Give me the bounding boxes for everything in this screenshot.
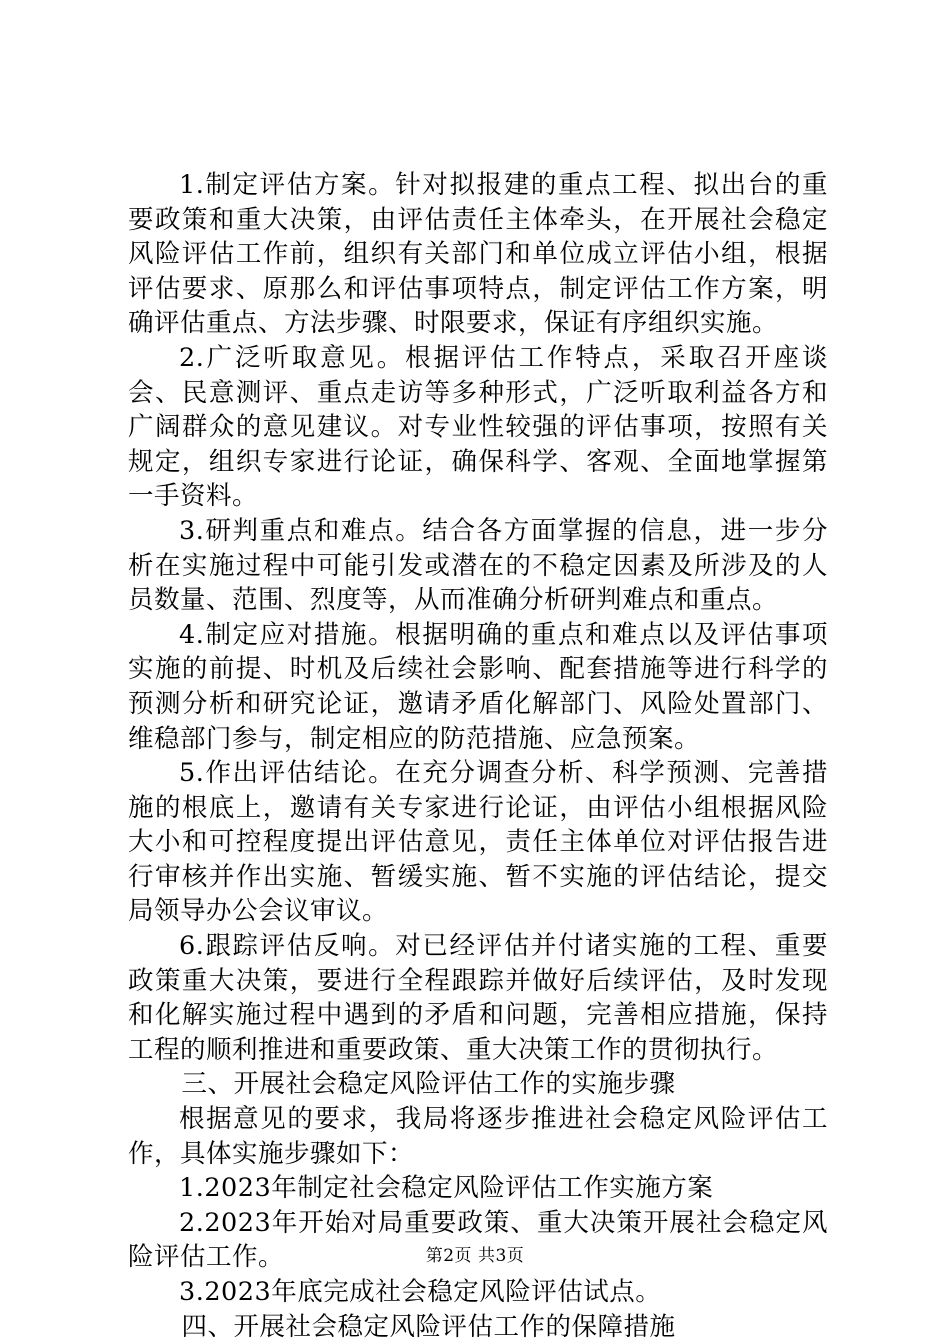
paragraph-plan-3: 3.2023年底完成社会稳定风险评估试点。 [179, 1277, 662, 1307]
paragraph-step-5: 5.作出评估结论。在充分调查分析、科学预测、完善措施的根底上，邀请有关专家进行论证，由评估小组根据风险大小和可控程度提出评估意见，责任主体单位对评估报告进行审核并作出实施、暂缓实施、暂不实施的评估结论，提交局领导办公会议审议。 [128, 758, 828, 927]
paragraph-step-3: 3.研判重点和难点。结合各方面掌握的信息，进一步分析在实施过程中可能引发或潜在的不稳定因素及所涉及的人员数量、范围、烈度等，从而准确分析研判难点和重点。 [128, 515, 828, 616]
paragraph-step-6: 6.跟踪评估反响。对已经评估并付诸实施的工程、重要政策重大决策，要进行全程跟踪并做好后续评估，及时发现和化解实施过程中遇到的矛盾和问题，完善相应措施，保持工程的顺利推进和重要政策、重大决策工作的贯彻执行。 [128, 931, 828, 1065]
paragraph-step-2: 2.广泛听取意见。根据评估工作特点，采取召开座谈会、民意测评、重点走访等多种形式，广泛听取利益各方和广阔群众的意见建议。对专业性较强的评估事项，按照有关规定，组织专家进行论证，确保科学、客观、全面地掌握第一手资料。 [128, 342, 828, 512]
paragraph-step-4: 4.制定应对措施。根据明确的重点和难点以及评估事项实施的前提、时机及后续社会影响、配套措施等进行科学的预测分析和研究论证，邀请矛盾化解部门、风险处置部门、维稳部门参与，制定相应的防范措施、应急预案。 [128, 619, 828, 754]
page-footer: 第2页 共3页 [425, 1246, 525, 1266]
paragraph-plan-1: 1.2023年制定社会稳定风险评估工作实施方案 [179, 1173, 714, 1204]
paragraph-plan-2: 2.2023年开始对局重要政策、重大决策开展社会稳定风险评估工作。 [128, 1207, 828, 1273]
paragraph-step-1: 1.制定评估方案。针对拟报建的重点工程、拟出台的重要政策和重大决策，由评估责任主体牵头，在开展社会稳定风险评估工作前，组织有关部门和单位成立评估小组，根据评估要求、原那么和评估事项特点，制定评估工作方案，明确评估重点、方法步骤、时限要求，保证有序组织实施。 [128, 170, 828, 339]
document-body [128, 168, 828, 1344]
section-heading-3: 三、开展社会稳定风险评估工作的实施步骤 [181, 1069, 676, 1100]
section-heading-4: 四、开展社会稳定风险评估工作的保障措施 [181, 1311, 676, 1342]
paragraph-intro: 根据意见的要求，我局将逐步推进社会稳定风险评估工作，具体实施步骤如下： [128, 1104, 828, 1169]
